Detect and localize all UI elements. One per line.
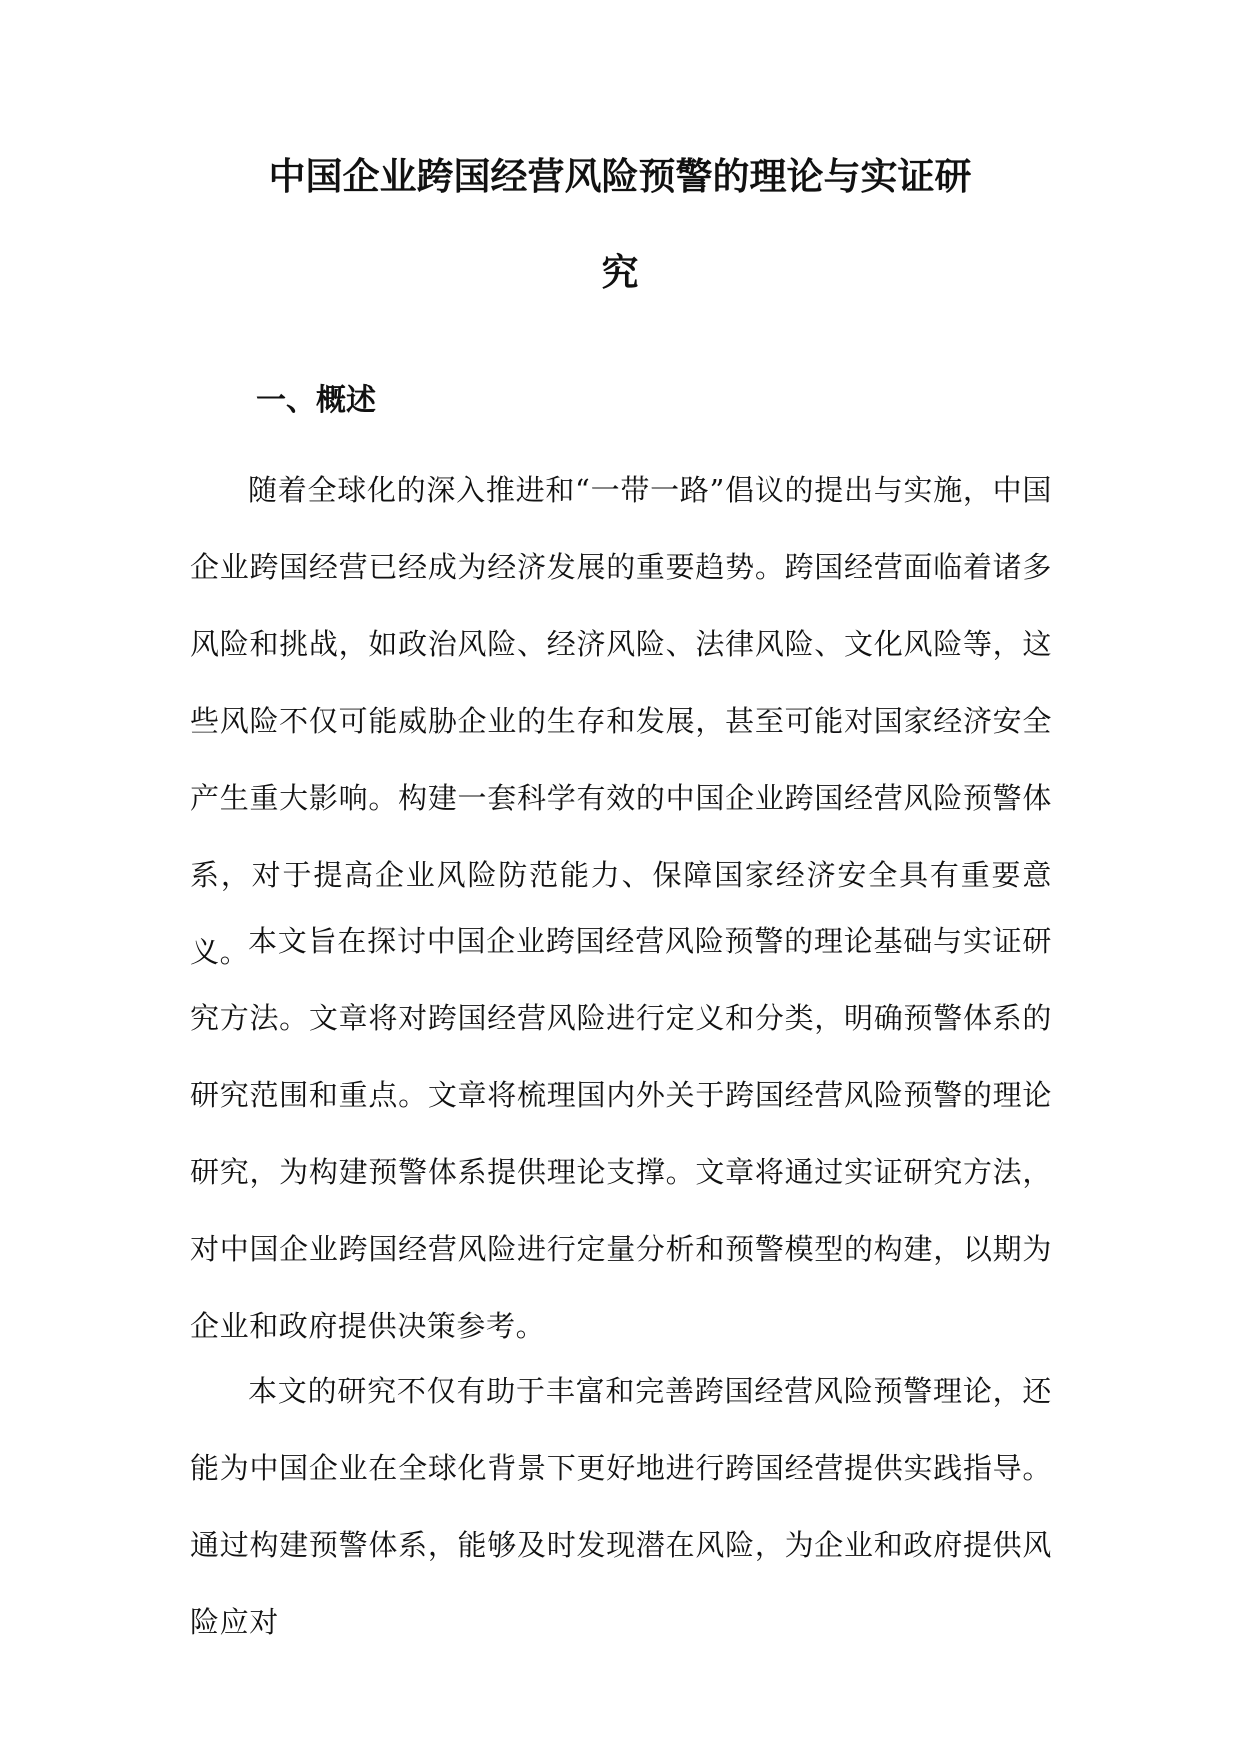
paragraph-2: 本文旨在探讨中国企业跨国经营风险预警的理论基础与实证研究方法。文章将对跨国经营风险进行定义和分类，明确预警体系的研究范围和重点。文章将梳理国内外关于跨国经营风险预警的理论研究，为构建预警体系提供理论支撑。文章将通过实证研究方法，对中国企业跨国经营风险进行定量分析和预警模型的构建，以期为企业和政府提供决策参考。 [190, 924, 1052, 1343]
document-title-line-1: 中国企业跨国经营风险预警的理论与实证研 [268, 154, 972, 198]
section-heading: 一、概述 [256, 383, 376, 418]
paragraph-3: 本文的研究不仅有助于丰富和完善跨国经营风险预警理论，还能为中国企业在全球化背景下更好地进行跨国经营提供实践指导。通过构建预警体系，能够及时发现潜在风险，为企业和政府提供风险应对 [190, 1374, 1052, 1639]
document-title-line-2: 究 [601, 250, 639, 294]
paragraph-1: 随着全球化的深入推进和“一带一路”倡议的提出与实施，中国企业跨国经营已经成为经济发展的重要趋势。跨国经营面临着诸多风险和挑战，如政治风险、经济风险、法律风险、文化风险等，这些风险不仅可能威胁企业的生存和发展，甚至可能对国家经济安全产生重大影响。构建一套科学有效的中国企业跨国经营风险预警体系，对于提高企业风险防范能力、保障国家经济安全具有重要意义。 [190, 473, 1052, 969]
